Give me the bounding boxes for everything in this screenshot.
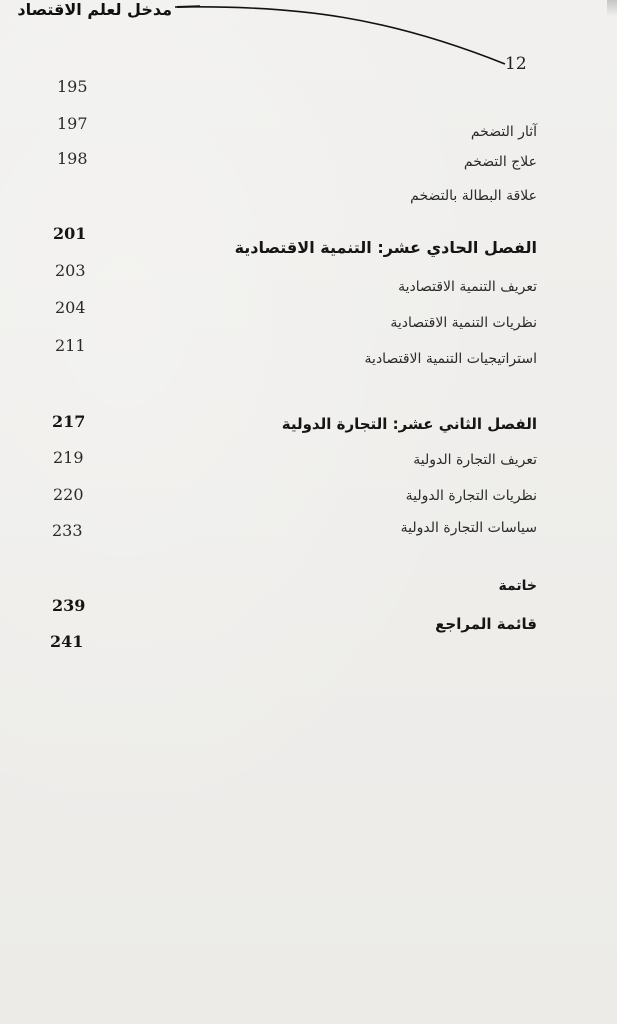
book-title: مدخل لعلم الاقتصاد — [17, 0, 172, 19]
toc-entry: تعريف التجارة الدولية — [413, 452, 537, 468]
toc-entry: استراتيجيات التنمية الاقتصادية — [364, 351, 537, 367]
toc-entry: نظريات التنمية الاقتصادية — [390, 315, 537, 331]
page-ref: 211 — [55, 336, 86, 355]
page-ref: 195 — [57, 77, 88, 96]
toc-entry: تعريف التنمية الاقتصادية — [398, 279, 537, 295]
page-ref: 233 — [52, 521, 83, 540]
toc-entry: آثار التضخم — [470, 124, 537, 140]
chapter-heading: الفصل الثاني عشر: التجارة الدولية — [281, 415, 537, 433]
toc-entry: علاقة البطالة بالتضخم — [410, 188, 537, 204]
page-ref: 197 — [57, 114, 88, 133]
page-ref: 217 — [52, 412, 86, 431]
page-ref: 204 — [55, 298, 86, 317]
page-ref: 241 — [50, 632, 84, 651]
page-number: 12 — [505, 54, 527, 74]
toc-entry: سياسات التجارة الدولية — [400, 520, 537, 536]
page-ref: 201 — [53, 224, 87, 243]
page-ref: 198 — [57, 149, 88, 168]
page-ref: 239 — [52, 596, 86, 615]
page-ref: 203 — [55, 261, 86, 280]
toc-entry: خاتمة — [498, 578, 537, 594]
toc-entry: نظريات التجارة الدولية — [405, 488, 537, 504]
page-corner-shadow — [607, 0, 617, 16]
chapter-heading: الفصل الحادي عشر: التنمية الاقتصادية — [234, 238, 537, 257]
page-ref: 220 — [53, 485, 84, 504]
page-ref: 219 — [53, 448, 84, 467]
toc-entry: قائمة المراجع — [435, 615, 537, 633]
toc-entry: علاج التضخم — [463, 154, 537, 170]
